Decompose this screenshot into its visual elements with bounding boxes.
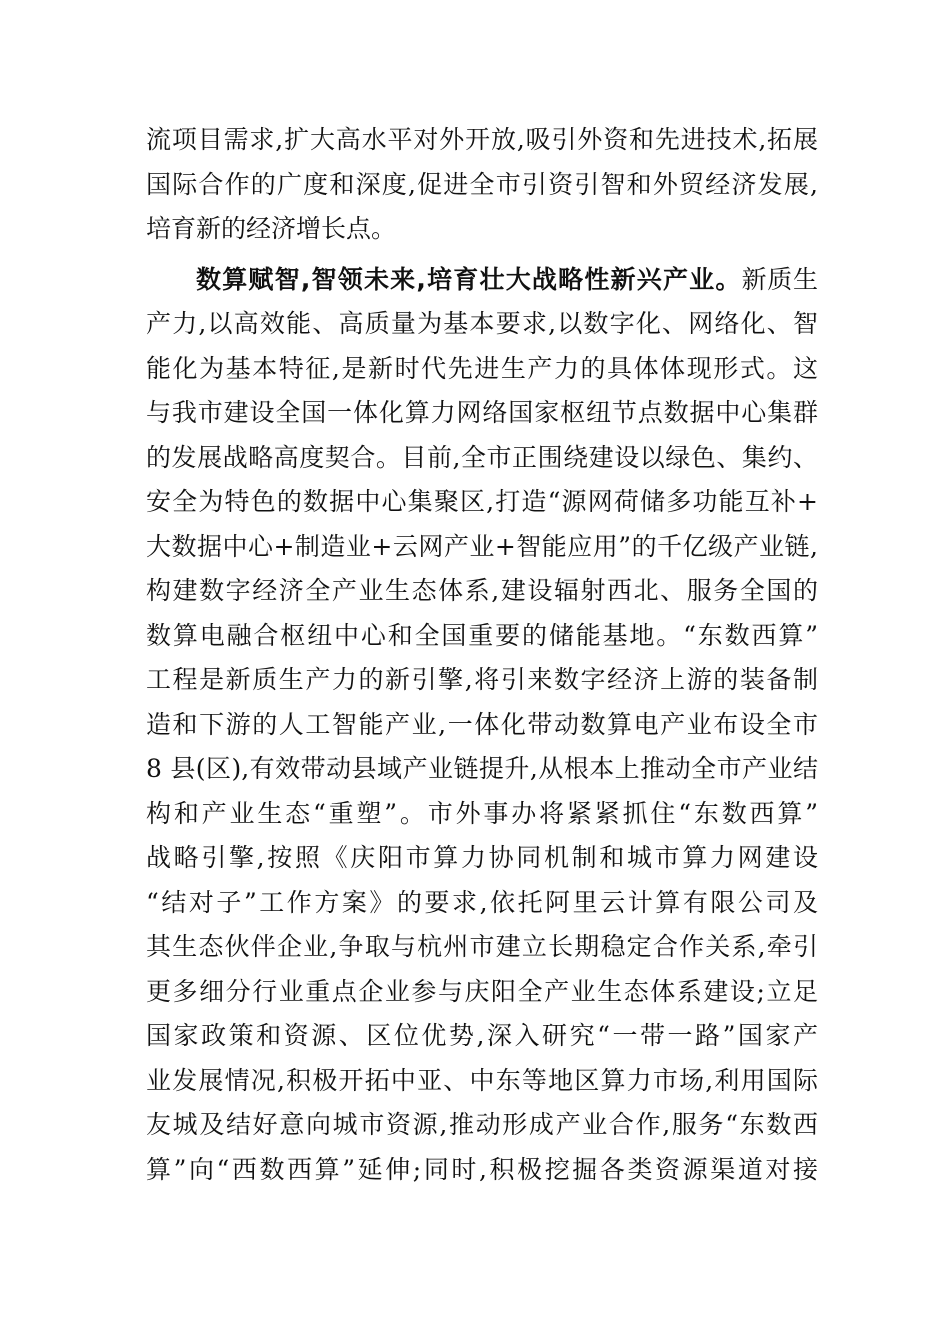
text-line: 国际合作的广度和深度,促进全市引资引智和外贸经济发展, bbox=[146, 169, 818, 199]
text-line: 更多细分行业重点企业参与庆阳全产业生态体系建设;立足 bbox=[146, 976, 818, 1006]
text-line: 构建数字经济全产业生态体系,建设辐射西北、服务全国的 bbox=[146, 576, 818, 605]
lead-rest-text: 新质生 bbox=[741, 264, 818, 294]
text-line: 与我市建设全国一体化算力网络国家枢纽节点数据中心集群 bbox=[146, 398, 818, 427]
text-line: 产力,以高效能、高质量为基本要求,以数字化、网络化、智 bbox=[146, 309, 818, 338]
body-text bbox=[146, 118, 818, 1192]
text-line: 国家政策和资源、区位优势,深入研究“一带一路”国家产 bbox=[146, 1021, 818, 1050]
text-line: “结对子”工作方案》的要求,依托阿里云计算有限公司及 bbox=[146, 887, 818, 917]
text-line: 其生态伙伴企业,争取与杭州市建立长期稳定合作关系,牵引 bbox=[146, 932, 818, 961]
text-line: 构和产业生态“重塑”。市外事办将紧紧抓住“东数西算” bbox=[146, 798, 818, 828]
text-line: 造和下游的人工智能产业,一体化带动数算电产业布设全市 bbox=[146, 709, 818, 739]
paragraph-lead-line bbox=[146, 258, 818, 303]
text-line: 战略引擎,按照《庆阳市算力协同机制和城市算力网建设 bbox=[146, 843, 818, 872]
text-line: 8 县(区),有效带动县域产业链提升,从根本上推动全市产业结 bbox=[146, 754, 818, 783]
text-line: 安全为特色的数据中心集聚区,打造“源网荷储多功能互补+ bbox=[146, 487, 818, 516]
bold-heading-text: 数算赋智,智领未来,培育壮大战略性新兴产业。 bbox=[196, 264, 742, 294]
text-line: 友城及结好意向城市资源,推动形成产业合作,服务“东数西 bbox=[146, 1110, 818, 1139]
text-line: 数算电融合枢纽中心和全国重要的储能基地。“东数西算” bbox=[146, 620, 818, 650]
text-line: 工程是新质生产力的新引擎,将引来数字经济上游的装备制 bbox=[146, 665, 818, 694]
text-line: 能化为基本特征,是新时代先进生产力的具体体现形式。这 bbox=[146, 353, 818, 383]
paragraph-2 bbox=[146, 258, 818, 1193]
text-line: 业发展情况,积极开拓中亚、中东等地区算力市场,利用国际 bbox=[146, 1065, 818, 1095]
text-line: 大数据中心+制造业+云网产业+智能应用”的千亿级产业链, bbox=[146, 531, 818, 561]
text-line: 培育新的经济增长点。 bbox=[146, 214, 397, 243]
text-line: 的发展战略高度契合。目前,全市正围绕建设以绿色、集约、 bbox=[146, 442, 818, 472]
paragraph-1 bbox=[146, 118, 818, 252]
text-line: 算”向“西数西算”延伸;同时,积极挖掘各类资源渠道对接 bbox=[146, 1154, 818, 1184]
text-line: 流项目需求,扩大高水平对外开放,吸引外资和先进技术,拓展 bbox=[146, 125, 818, 154]
